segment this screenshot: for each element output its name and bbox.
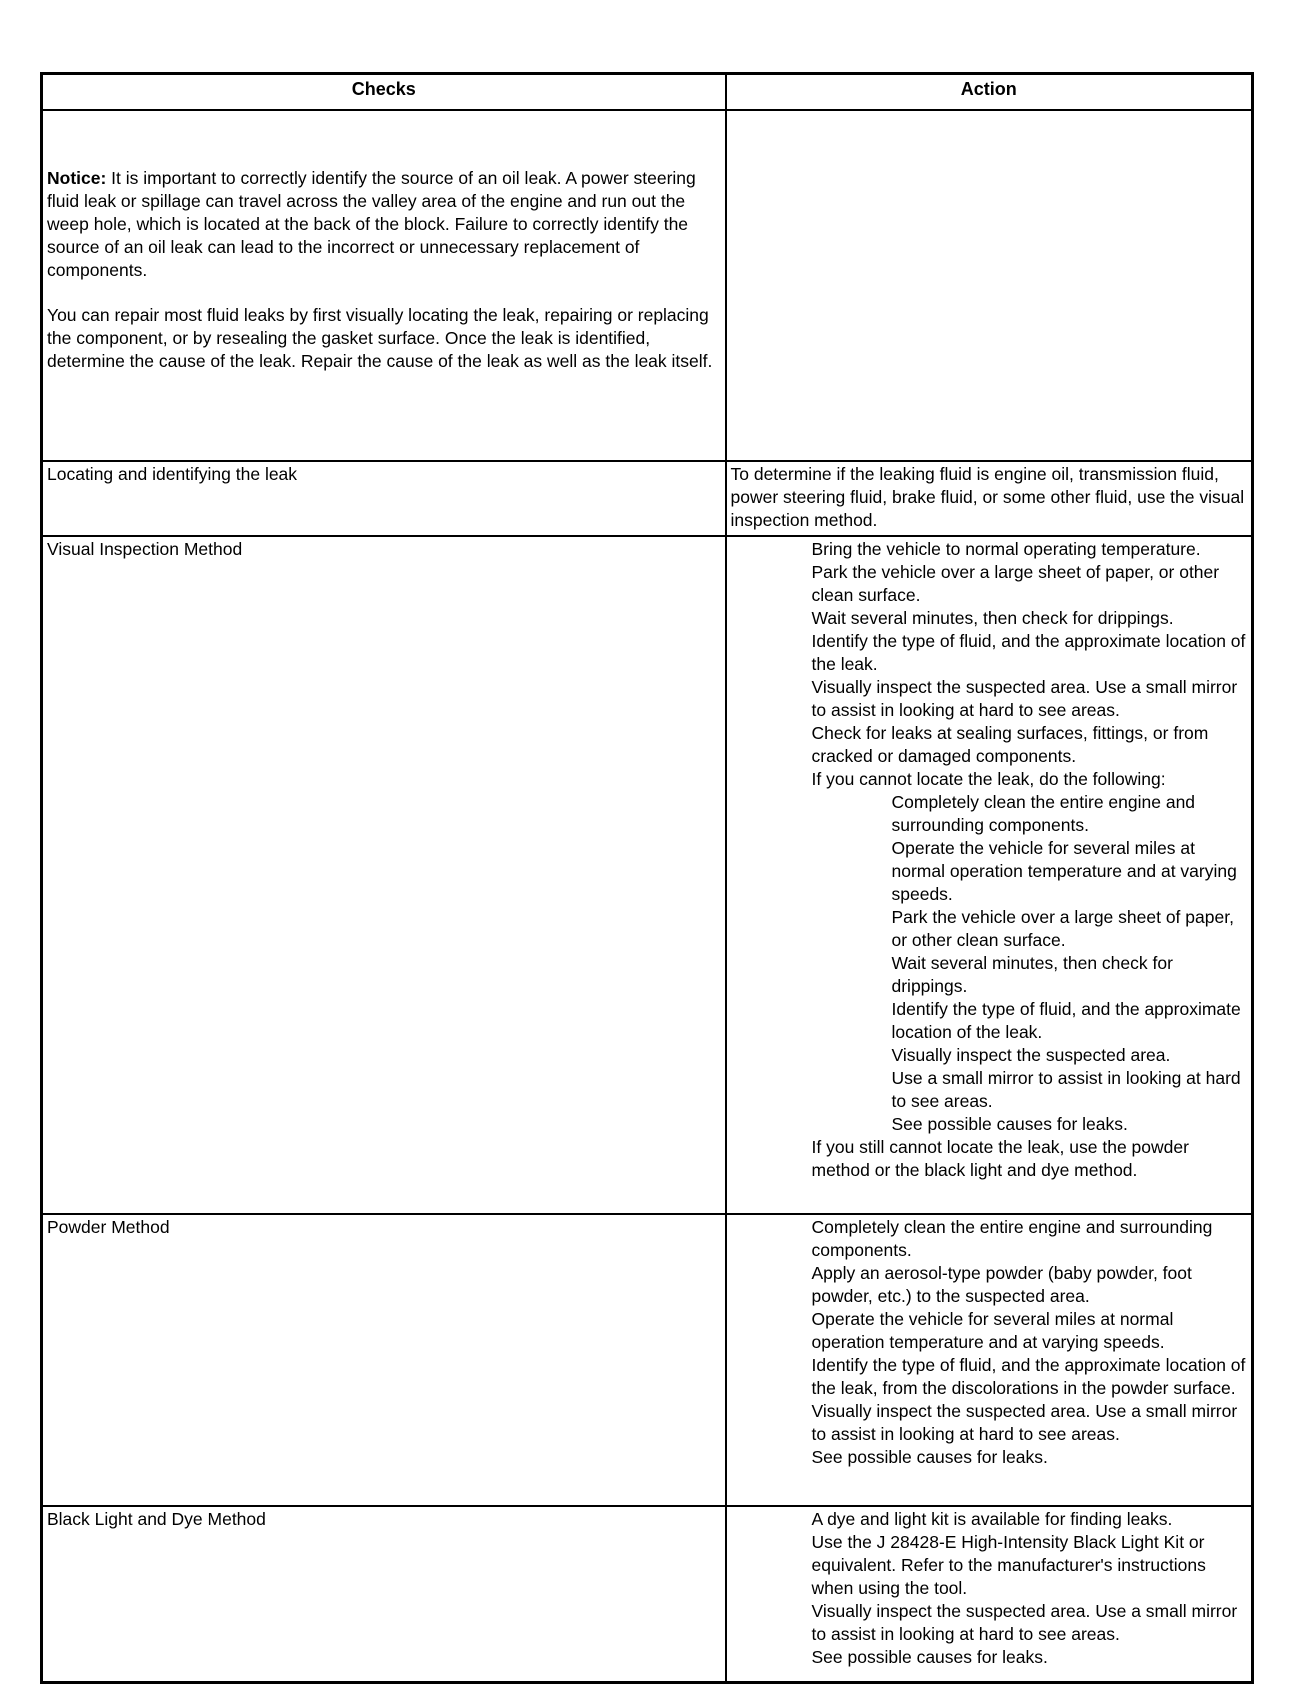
- check-cell: Locating and identifying the leak: [42, 461, 726, 536]
- table-row: [42, 1506, 1253, 1683]
- action-cell: [726, 536, 1253, 1214]
- action-substep: Completely clean the entire engine and surrounding components.: [891, 792, 1196, 835]
- action-step: Apply an aerosol-type powder (baby powder, foot powder, etc.) to the suspected area.: [811, 1263, 1192, 1306]
- action-substep: Identify the type of fluid, and the approximate location of the leak.: [891, 999, 1241, 1042]
- action-step: Visually inspect the suspected area. Use a small mirror to assist in looking at hard to see areas.: [811, 677, 1238, 720]
- notice-action-cell: [726, 110, 1253, 461]
- action-steps-list: [731, 538, 1248, 1182]
- table-row: [42, 461, 1253, 536]
- action-step: See possible causes for leaks.: [811, 1647, 1048, 1667]
- action-steps-list: [731, 1508, 1248, 1669]
- action-step: If you still cannot locate the leak, use the powder method or the black light and dye method.: [811, 1137, 1189, 1180]
- action-substep: See possible causes for leaks.: [891, 1114, 1128, 1134]
- notice-paragraph: [47, 167, 721, 282]
- action-step: Visually inspect the suspected area. Use a small mirror to assist in looking at hard to see areas.: [811, 1601, 1238, 1644]
- action-step: Identify the type of fluid, and the approximate location of the leak, from the discolorations in the powder surface.: [811, 1355, 1246, 1398]
- action-step: A dye and light kit is available for finding leaks.: [811, 1509, 1173, 1529]
- action-cell: [726, 1506, 1253, 1683]
- action-substep: Visually inspect the suspected area.: [891, 1045, 1171, 1065]
- check-cell: Black Light and Dye Method: [42, 1506, 726, 1683]
- action-substeps-list: [812, 791, 1248, 1136]
- header-checks: Checks: [42, 74, 726, 111]
- notice-paragraph-2: You can repair most fluid leaks by first visually locating the leak, repairing or replacing the component, or by resealing the gasket surface. Once the leak is identified, determine the cause of the leak. Repair the cause of the leak as well as the leak itself.: [47, 305, 713, 371]
- action-step: Completely clean the entire engine and surrounding components.: [811, 1217, 1213, 1260]
- action-cell: To determine if the leaking fluid is engine oil, transmission fluid, power steering fluid, brake fluid, or some other fluid, use the visual inspection method.: [726, 461, 1253, 536]
- header-action: Action: [726, 74, 1253, 111]
- action-substep: Use a small mirror to assist in looking at hard to see areas.: [891, 1068, 1241, 1111]
- notice-label: Notice:: [47, 168, 107, 188]
- action-substep: Park the vehicle over a large sheet of paper, or other clean surface.: [891, 907, 1234, 950]
- action-substep: Operate the vehicle for several miles at normal operation temperature and at varying speeds.: [891, 838, 1237, 904]
- action-step: Use the J 28428-E High-Intensity Black Light Kit or equivalent. Refer to the manufacturer's instructions when using the tool.: [811, 1532, 1206, 1598]
- action-step: Check for leaks at sealing surfaces, fittings, or from cracked or damaged components.: [811, 723, 1209, 766]
- action-step: See possible causes for leaks.: [811, 1447, 1048, 1467]
- checks-action-table: [40, 72, 1254, 1684]
- action-step: Bring the vehicle to normal operating temperature.: [811, 539, 1201, 559]
- action-step: Operate the vehicle for several miles at normal operation temperature and at varying speeds.: [811, 1309, 1174, 1352]
- action-step: Park the vehicle over a large sheet of paper, or other clean surface.: [811, 562, 1220, 605]
- action-substep: Wait several minutes, then check for drippings.: [891, 953, 1173, 996]
- action-step: [812, 768, 1248, 1136]
- table-row: [42, 110, 1253, 461]
- action-steps-list: [731, 1216, 1248, 1469]
- action-step: Visually inspect the suspected area. Use a small mirror to assist in looking at hard to see areas.: [811, 1401, 1238, 1444]
- check-cell: Powder Method: [42, 1214, 726, 1506]
- table-row: [42, 536, 1253, 1214]
- table-row: [42, 1214, 1253, 1506]
- notice-text: It is important to correctly identify the source of an oil leak. A power steering fluid leak or spillage can travel across the valley area of the engine and run out the weep hole, which is located at the back of the block. Failure to correctly identify the source of an oil leak can lead to the incorrect or unnecessary replacement of components.: [47, 168, 696, 280]
- check-cell: Visual Inspection Method: [42, 536, 726, 1214]
- table-header-row: [42, 74, 1253, 111]
- action-cell: [726, 1214, 1253, 1506]
- notice-cell: [42, 110, 726, 461]
- action-step: Identify the type of fluid, and the approximate location of the leak.: [811, 631, 1246, 674]
- action-step: Wait several minutes, then check for drippings.: [811, 608, 1174, 628]
- action-step-text: If you cannot locate the leak, do the following:: [811, 769, 1166, 789]
